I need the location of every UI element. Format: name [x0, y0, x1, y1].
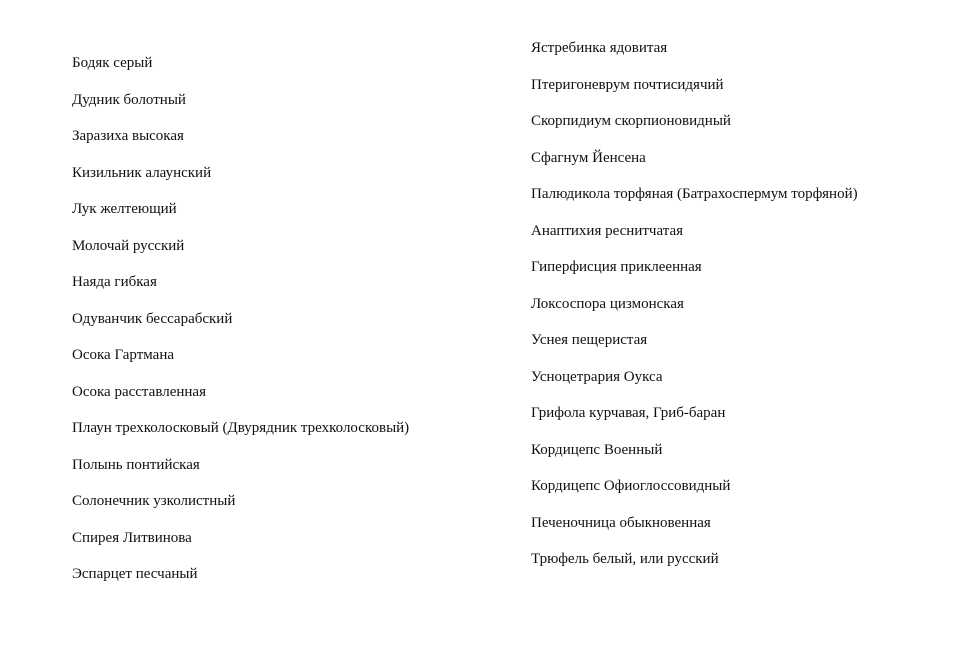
- list-item: Эспарцет песчаный: [72, 566, 198, 582]
- list-item: Птеригоневрум почтисидячий: [531, 76, 724, 93]
- list-item: Кизильник алаунский: [72, 164, 212, 181]
- list-item: Локсоспора цизмонская: [531, 295, 684, 312]
- list-item: Солонечник узколистный: [72, 493, 236, 509]
- list-item: Скорпидиум скорпионовидный: [531, 113, 731, 129]
- list-item: Печеночница обыкновенная: [531, 514, 711, 531]
- list-item: Спирея Литвинова: [72, 529, 192, 546]
- list-item: Кордицепс Офиоглоссовидный: [531, 478, 731, 494]
- list-item: Одуванчик бессарабский: [72, 310, 233, 327]
- list-item: Трюфель белый, или русский: [531, 551, 719, 567]
- species-list-right: [531, 38, 858, 586]
- list-item: Палюдикола торфяная (Батрахоспермум торфяной): [531, 186, 858, 202]
- list-item: Сфагнум Йенсена: [531, 149, 646, 166]
- list-item: Молочай русский: [72, 237, 185, 254]
- list-item: Уснея пещеристая: [531, 332, 648, 348]
- list-item: Лук желтеющий: [72, 201, 177, 217]
- list-item: Грифола курчавая, Гриб-баран: [531, 405, 726, 421]
- list-item: Бодяк серый: [72, 55, 153, 71]
- list-item: Наяда гибкая: [72, 274, 157, 290]
- list-item: Осока расставленная: [72, 383, 206, 400]
- list-item: Полынь понтийская: [72, 456, 200, 473]
- list-item: Ястребинка ядовитая: [531, 40, 668, 56]
- list-item: Анаптихия реснитчатая: [531, 222, 684, 239]
- list-item: Осока Гартмана: [72, 347, 175, 363]
- list-item: Плаун трехколосковый (Двурядник трехколосковый): [72, 420, 410, 436]
- list-item: Кордицепс Военный: [531, 441, 663, 458]
- list-item: Усноцетрария Оукса: [531, 368, 663, 385]
- list-item: Гиперфисция приклеенная: [531, 259, 702, 275]
- species-list-left: [72, 53, 409, 601]
- list-item: Дудник болотный: [72, 91, 186, 108]
- list-item: Заразиха высокая: [72, 128, 184, 144]
